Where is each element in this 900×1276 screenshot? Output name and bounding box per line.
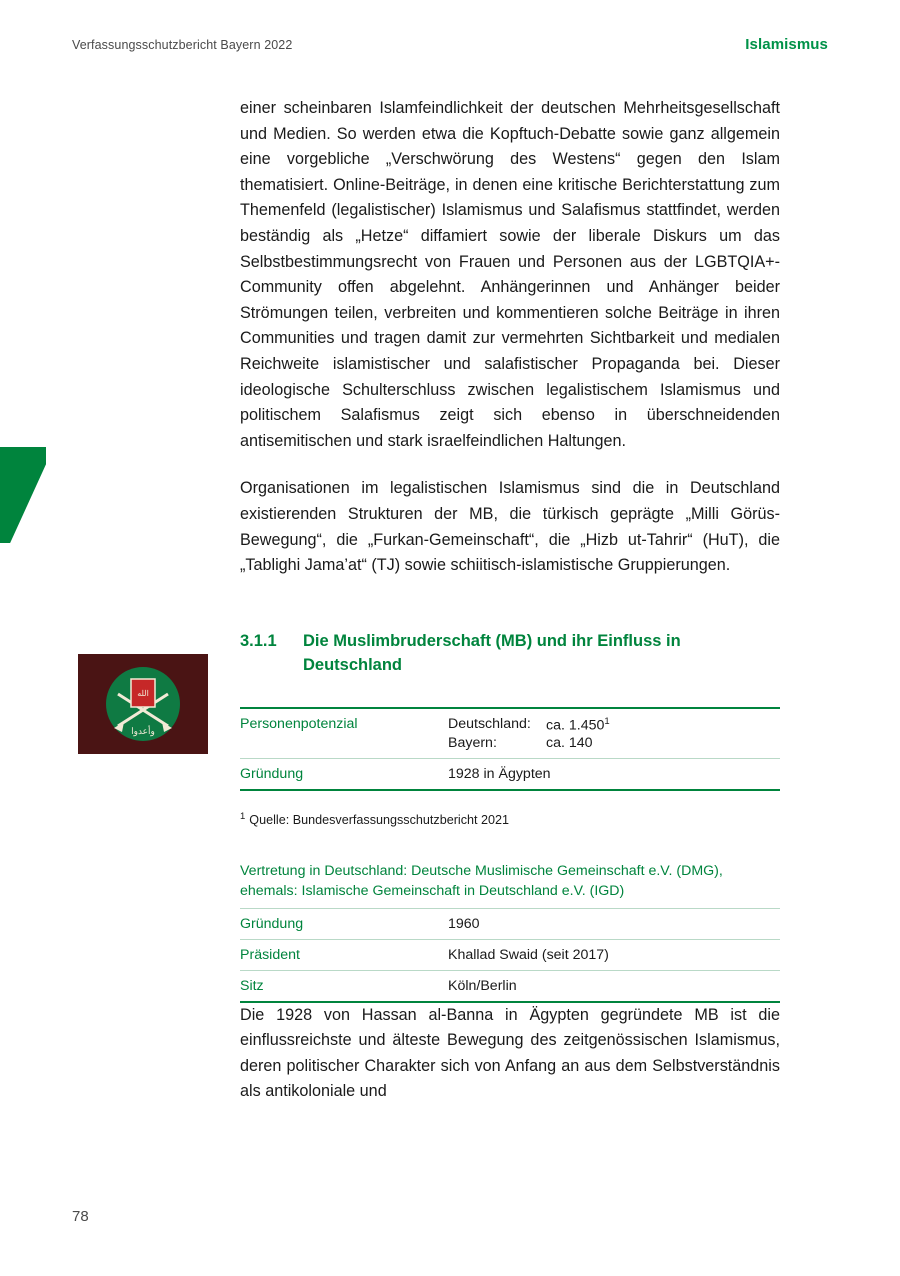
- svg-text:الله: الله: [137, 689, 149, 698]
- row-label-personenpotenzial: Personenpotenzial: [240, 708, 448, 759]
- header-report-title: Verfassungsschutzbericht Bayern 2022: [72, 38, 293, 52]
- table-row: [240, 908, 780, 939]
- table-row: [240, 708, 780, 759]
- paragraph-3: Die 1928 von Hassan al-Banna in Ägypten gegründete MB ist die einflussreichste und älteste Bewegung des zeitgenössischen Islamismus, deren politischer Charakter sich von Anfang an aus dem Selbstverständnis als antikoloniale und: [240, 1005, 780, 1101]
- row-value-personenpotenzial: [448, 708, 780, 759]
- row-value-sitz: Köln/Berlin: [448, 970, 780, 1002]
- footnote: [240, 811, 780, 827]
- svg-text:وأعدوا: وأعدوا: [131, 726, 155, 736]
- row-label-sitz: Sitz: [240, 970, 448, 1002]
- paragraph-2: Organisationen im legalistischen Islamismus sind die in Deutschland existierenden Strukturen der MB, die türkisch geprägte „Milli Görüs-Bewegung“, die „Furkan-Gemeinschaft“, die „Hizb ut-Tahrir“ (HuT), die „Tablighi Jama’at“ (TJ) sowie schiitisch-islamistische Gruppierungen.: [240, 479, 780, 575]
- region-label-bayern: Bayern:: [448, 735, 497, 752]
- table-row: [240, 970, 780, 1002]
- figure-bayern: ca. 140: [546, 735, 593, 752]
- row-label-gruendung-dmg: Gründung: [240, 908, 448, 939]
- table-caption: Vertretung in Deutschland: Deutsche Muslimische Gemeinschaft e.V. (DMG), ehemals: Islamische Gemeinschaft in Deutschland e.V. (IGD): [240, 854, 780, 909]
- representation-facts-table: [240, 854, 780, 1003]
- main-content-column: [240, 96, 780, 1105]
- page-number: 78: [72, 1208, 89, 1225]
- running-header: [72, 36, 828, 53]
- paragraph-1: einer scheinbaren Islamfeindlichkeit der deutschen Mehrheitsgesellschaft und Medien. So werden etwa die Kopftuch-Debatte sowie ganz allgemein eine vorgebliche „Verschwörung des Westens“ gegen den Islam thematisiert. Online-Beiträge, in denen eine kritische Berichterstattung zum Themenfeld (legalistischer) Islamismus und Salafismus stattfindet, werden beständig als „Hetze“ diffamiert sowie der liberale Diskurs um das Selbstbestimmungsrecht von Frauen und Personen aus der LGBTQIA+-Community offen abgelehnt. Anhängerinnen und Anhänger beider Strömungen teilen, verbreiten und kommentieren solche Beiträge in ihren Communities und tragen damit zur vermehrten Sichtbarkeit und medialen Reichweite islamistischer und salafistischer Propaganda bei. Dieser ideologische Schulterschluss zwischen legalistischem Islamismus und politischem Salafismus zeigt sich ebenso in überschneidenden antisemitischen und stark israelfeindlichen Haltungen.: [240, 99, 780, 450]
- row-label-praesident: Präsident: [240, 939, 448, 970]
- row-value-gruendung-dmg: 1960: [448, 908, 780, 939]
- row-label-gruendung: Gründung: [240, 759, 448, 791]
- region-label-deutschland: Deutschland:: [448, 715, 531, 732]
- figure-deutschland: ca. 1.450$^1$: [546, 715, 610, 734]
- footnote-number: 1: [240, 811, 246, 823]
- table-row: [240, 759, 780, 791]
- section-heading: [240, 629, 780, 677]
- row-value-praesident: Khallad Swaid (seit 2017): [448, 939, 780, 970]
- row-value-gruendung: 1928 in Ägypten: [448, 759, 780, 791]
- header-chapter-title: Islamismus: [745, 36, 828, 53]
- footnote-marker: 1: [604, 715, 610, 727]
- chapter-edge-marker: [0, 447, 46, 543]
- table-row: [240, 939, 780, 970]
- table-caption-row: [240, 854, 780, 909]
- footnote-text: Quelle: Bundesverfassungsschutzbericht 2021: [249, 813, 510, 828]
- section-title: Die Muslimbruderschaft (MB) und ihr Einfluss in Deutschland: [303, 631, 681, 674]
- section-number: 3.1.1: [240, 631, 277, 650]
- organization-facts-table: [240, 707, 780, 792]
- muslim-brotherhood-emblem-icon: [78, 654, 208, 754]
